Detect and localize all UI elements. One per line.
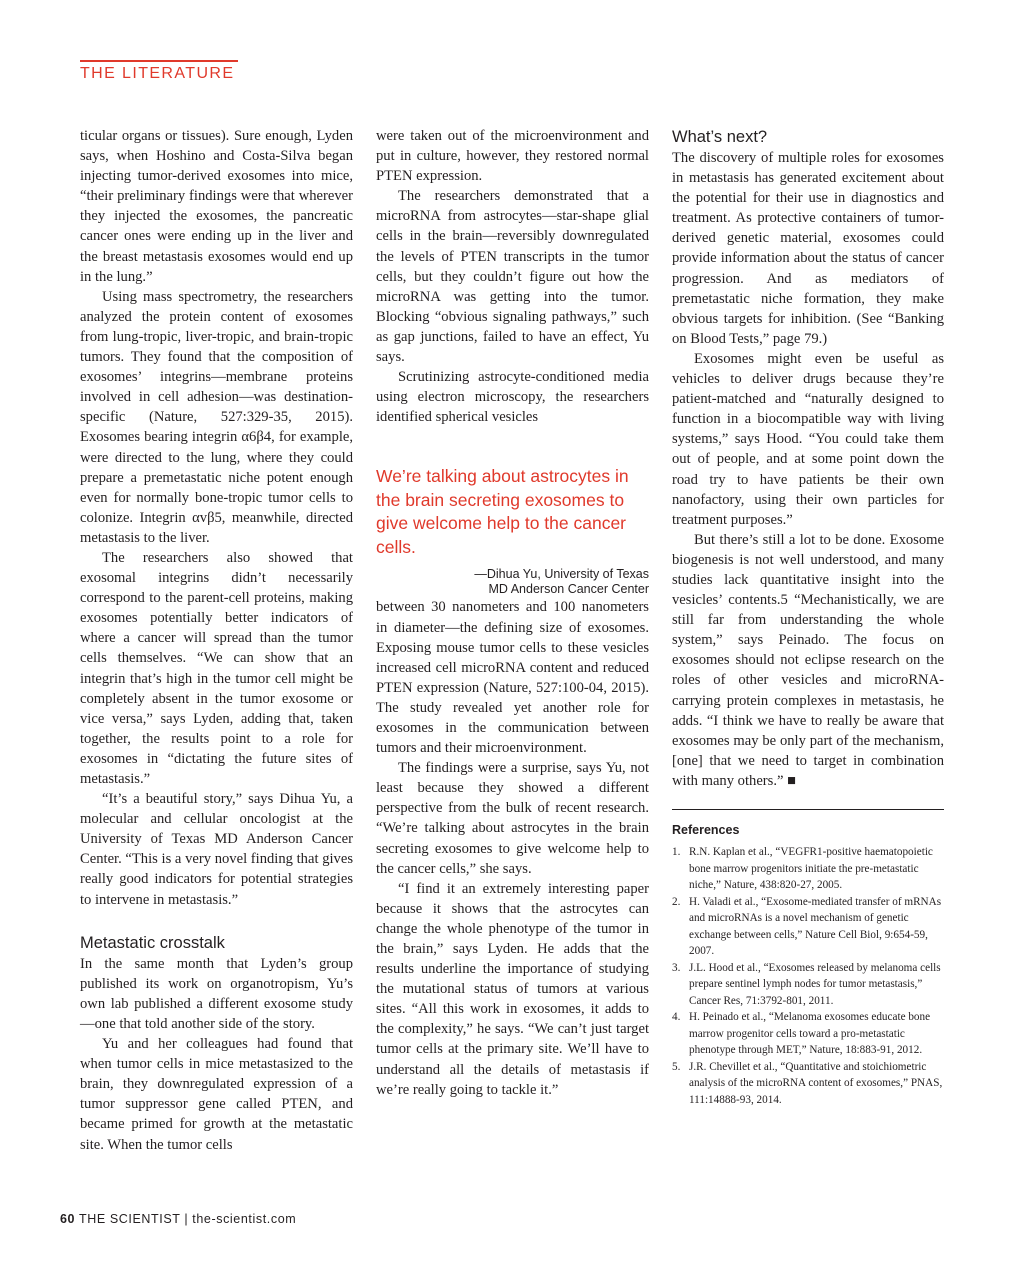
subheading-metastatic-crosstalk: Metastatic crosstalk (80, 933, 225, 952)
paragraph: The researchers demonstrated that a microRNA from astrocytes—star-shape glial cells in the brain—reversibly downregulated the levels of PTEN transcripts in the tumor cells, but they couldn’t figure out how the microRNA was getting into the tumor. Blocking “obvious signaling pathways,” such as gap junctions, failed to have an effect, Yu says. (376, 188, 649, 366)
attribution-line: MD Anderson Cancer Center (488, 582, 649, 597)
reference-item: 1. R.N. Kaplan et al., “VEGFR1-positive haematopoietic bone marrow progenitors initiate the pre-metastatic niche,” Nature, 438:820-27, 2005. (672, 846, 933, 892)
paragraph: Exosomes might even be useful as vehicles to deliver drugs because they’re patient-matched and “naturally designed to function in a biocompatible way with living systems,” says Hood. “You could take them out of people, and at some point down the road try to have patients be their own nanofactory, using their own particles for treatment purposes.” (672, 350, 944, 528)
paragraph: between 30 nanometers and 100 nanometers in diameter—the defining size of exosomes. Exposing mouse tumor cells to these vesicles increased cell microRNA content and reduced PTEN expression (Nature, 527:100-04, 2015). The study revealed yet another role for exosomes in the communication between tumors and their microenvironment. (376, 599, 649, 757)
paragraph: were taken out of the microenvironment and put in culture, however, they restored normal PTEN expression. (376, 128, 649, 185)
paragraph: “It’s a beautiful story,” says Dihua Yu, a molecular and cellular oncologist at the University of Texas MD Anderson Cancer Center. “This is a very novel finding that gives really good indicators for potential strategies to intervene in metastasis.” (80, 791, 353, 908)
section-label: THE LITERATURE (80, 65, 235, 82)
reference-item: 4. H. Peinado et al., “Melanoma exosomes educate bone marrow progenitor cells toward a pro-metastatic phenotype through MET,” Nature, 18:883-91, 2012. (672, 1011, 931, 1057)
references-list (672, 844, 944, 1108)
column-1 (80, 126, 353, 1155)
paragraph: The discovery of multiple roles for exosomes in metastasis has generated excitement about the potential for their use in diagnostics and treatment. As protective containers of tumor-derived genetic material, exosomes could provide information about the status of cancer progression. And as mediators of premetastatic niche formation, they make obvious targets for inhibition. (See “Banking on Blood Tests,” page 79.) (672, 150, 944, 347)
paragraph: “I find it an extremely interesting paper because it shows that the astrocytes can change the whole phenotype of the tumor in the brain,” says Lyden. He adds that the results underline the importance of studying the mutational status of tumors at various sites. “All this work in exosomes, it adds to the complexity,” he says. “We can’t just target tumor cells at the primary site. We’ll have to understand all the details of metastasis if we’re really going to tackle it.” (376, 880, 649, 1098)
attribution-line: —Dihua Yu, University of Texas (474, 567, 649, 582)
pull-quote: We’re talking about astrocytes in the brain secreting exosomes to give welcome help to the cancer cells. (376, 466, 629, 557)
paragraph: In the same month that Lyden’s group published its work on organotropism, Yu’s own lab published a different exosome study—one that told another side of the story. (80, 955, 353, 1032)
pull-quote-block (376, 465, 649, 597)
paragraph: Yu and her colleagues had found that when tumor cells in mice metastasized to the brain, they downregulated expression of a tumor suppressor gene called PTEN, and became primed for growth at the metastatic site. When the tumor cells (80, 1036, 353, 1153)
section-rule (80, 60, 238, 62)
column-3 (672, 126, 944, 1108)
paragraph: The researchers also showed that exosomal integrins didn’t necessarily correspond to the parent-cell proteins, making exosomes potentially better indicators of where a cancer will spread than the tumor cells themselves. “We can show that an integrin that’s high in the tumor cell might be completely absent in the tumor exosome or vice versa,” says Lyden, adding that, taken together, the results point to a role for exosomes in “dictating the future sites of metastasis.” (80, 549, 353, 787)
paragraph: The findings were a surprise, says Yu, not least because they showed a different perspective from the bulk of recent research. “We’re talking about astrocytes in the brain secreting exosomes to give welcome help to the cancer cells,” she says. (376, 760, 649, 877)
column-2 (376, 126, 649, 1100)
reference-item: 2. H. Valadi et al., “Exosome-mediated transfer of mRNAs and microRNAs is a novel mechanism of genetic exchange between cells,” Nature Cell Biol, 9:654-59, 2007. (672, 895, 942, 958)
references-divider (672, 809, 944, 810)
publication-name: THE SCIENTIST | the-scientist.com (78, 1212, 297, 1226)
paragraph: Scrutinizing astrocyte-conditioned media using electron microscopy, the researchers identified spherical vesicles (376, 369, 649, 426)
reference-item: 3. J.L. Hood et al., “Exosomes released by melanoma cells prepare sentinel lymph nodes for tumor metastasis,” Cancer Res, 71:3792-801, 2011. (672, 961, 941, 1007)
paragraph: ticular organs or tissues). Sure enough, Lyden says, when Hoshino and Costa-Silva began injecting tumor-derived exosomes into mice, “their preliminary findings were that wherever they injected the exosomes, the pancreatic cancer ones were ending up in the liver and the breast metastasis exosomes would end up in the lung.” (80, 128, 353, 285)
paragraph: But there’s still a lot to be done. Exosome biogenesis is not well understood, and many studies lack quantitative insight into the vesicles’ contents.5 “Mechanistically, we are still far from understanding the whole system,” says Peinado. The focus on exosomes should not eclipse research on the roles of other vesicles and microRNA-carrying protein complexes in metastasis, he adds. “I think we have to really be aware that exosomes may be only part of the mechanism, [one] that we need to target in combination with many others.” ■ (672, 531, 944, 789)
reference-item: 5. J.R. Chevillet et al., “Quantitative and stoichiometric analysis of the microRNA content of exosomes,” PNAS, 111:14888-93, 2014. (672, 1060, 943, 1106)
page-number: 60 (60, 1212, 76, 1226)
subheading-whats-next: What’s next? (672, 128, 768, 146)
pull-quote-attribution (376, 567, 649, 597)
references-title: References (672, 823, 740, 837)
paragraph: Using mass spectrometry, the researchers analyzed the protein content of exosomes from lung-tropic, liver-tropic, and brain-tropic tumors. They found that the composition of exosomes’ integrins—membrane proteins involved in cell adhesion—was destination-specific (Nature, 527:329-35, 2015). Exosomes bearing integrin α6β4, for example, were directed to the lung, where they could prepare a premetastatic niche potent enough even for normally bone-tropic tumor cells to colonize. Integrin αvβ5, meanwhile, directed metastasis to the liver. (80, 288, 353, 546)
page-footer (60, 1212, 296, 1226)
